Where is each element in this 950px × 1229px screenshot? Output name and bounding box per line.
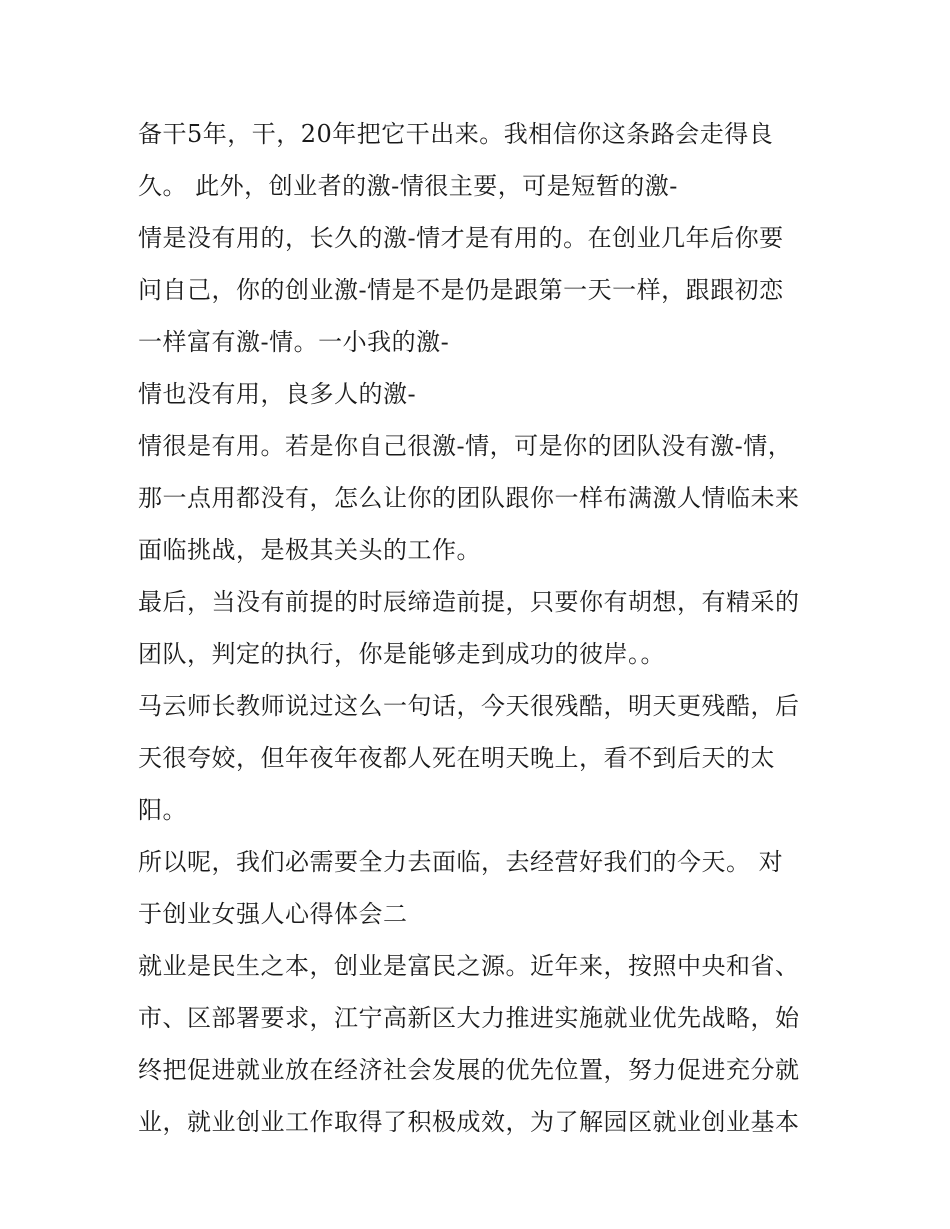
text-line: 情是没有用的，长久的激-情才是有用的。在创业几年后你要 xyxy=(138,224,784,252)
text-line: 终把促进就业放在经济社会发展的优先位置，努力促进充分就 xyxy=(138,1056,800,1084)
text-line: 情也没有用，良多人的激- xyxy=(138,380,417,408)
text-line: 面临挑战，是极其关头的工作。 xyxy=(138,536,481,564)
text-line: 马云师长教师说过这么一句话，今天很残酷，明天更残酷，后 xyxy=(138,692,800,720)
text-line: 就业是民生之本，创业是富民之源。近年来，按照中央和省、 xyxy=(138,952,800,980)
text-line: 最后，当没有前提的时辰缔造前提，只要你有胡想，有精采的 xyxy=(138,588,800,616)
text-line: 情很是有用。若是你自己很激-情，可是你的团队没有激-情， xyxy=(138,432,793,460)
text-line: 市、区部署要求，江宁高新区大力推进实施就业优先战略，始 xyxy=(138,1004,800,1032)
text-line: 一样富有激-情。一小我的激- xyxy=(138,328,450,356)
text-line: 备干5年，干，20年把它干出来。我相信你这条路会走得良 xyxy=(138,120,774,148)
text-line: 业，就业创业工作取得了积极成效，为了解园区就业创业基本 xyxy=(138,1108,800,1136)
document-body xyxy=(138,108,828,1148)
text-line: 所以呢，我们必需要全力去面临，去经营好我们的今天。 对 xyxy=(138,848,784,876)
text-line: 团队，判定的执行，你是能够走到成功的彼岸。。 xyxy=(138,640,665,668)
text-line: 天很夸姣，但年夜年夜都人死在明天晚上，看不到后天的太 xyxy=(138,744,775,772)
text-line: 阳。 xyxy=(138,796,187,824)
text-line: 问自己，你的创业激-情是不是仍是跟第一天一样，跟跟初恋 xyxy=(138,276,784,304)
text-line: 那一点用都没有，怎么让你的团队跟你一样布满激人情临未来 xyxy=(138,484,800,512)
text-line: 久。 此外，创业者的激-情很主要，可是短暂的激- xyxy=(138,172,678,200)
text-line: 于创业女强人心得体会二 xyxy=(138,900,408,928)
